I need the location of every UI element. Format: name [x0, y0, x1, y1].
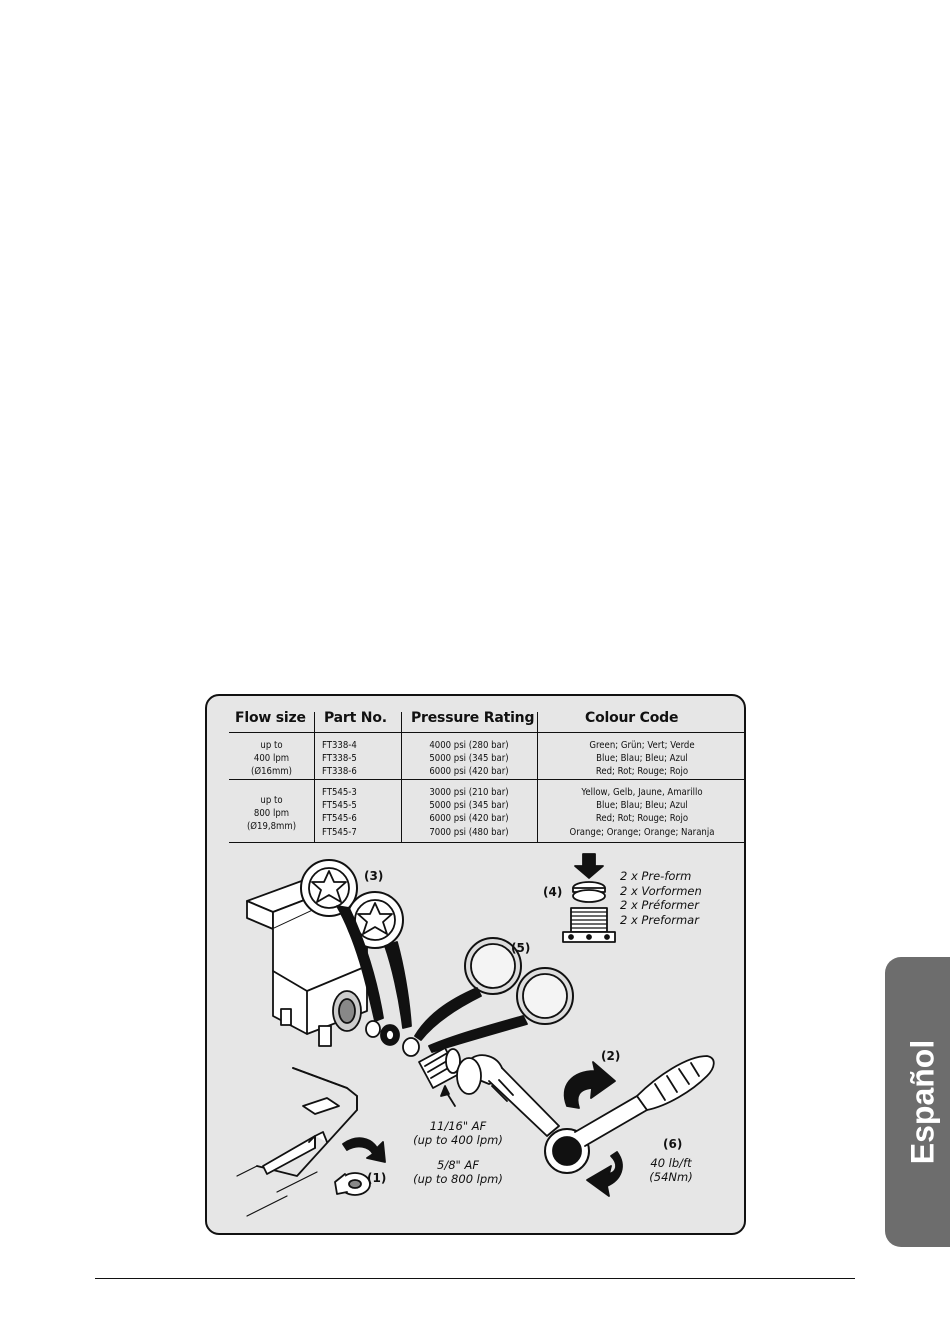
pointer-arrow	[441, 1086, 449, 1096]
torque-value	[641, 1156, 701, 1184]
spanner-size-line: 11/16" AF	[429, 1119, 487, 1133]
preform-line: 2 x Préformer	[620, 898, 699, 912]
pressure-line: 3000 psi (210 bar)	[429, 787, 509, 798]
pressure-line: 4000 psi (280 bar)	[429, 740, 509, 751]
step-label-6: (6)	[663, 1137, 683, 1151]
colour-line: Red; Rot; Rouge; Rojo	[595, 766, 689, 778]
preform-line: 2 x Preformar	[620, 912, 699, 927]
flow-line: (Ø19,8mm)	[246, 821, 297, 833]
colour-line: Green; Grün; Vert; Verde	[589, 740, 695, 751]
spanner-size-line: (up to 800 lpm)	[413, 1172, 503, 1186]
spanner-size-line: (up to 400 lpm)	[413, 1133, 503, 1147]
spanner-size-small	[403, 1119, 513, 1147]
part-line: FT338-6	[322, 766, 357, 778]
part-line: FT545-3	[322, 787, 357, 798]
step-label-5: (5)	[511, 941, 531, 955]
step-label-2: (2)	[601, 1049, 621, 1063]
flow-line: 400 lpm	[253, 753, 290, 765]
pressure-line: 6000 psi (420 bar)	[429, 766, 509, 778]
flow-line: 800 lpm	[253, 808, 290, 820]
colour-line: Orange; Orange; Orange; Naranja	[569, 826, 715, 838]
language-tab-label: Español	[904, 1039, 940, 1165]
pressure-line: 7000 psi (480 bar)	[429, 826, 509, 838]
part-line: FT545-5	[322, 800, 357, 812]
header-part-no: Part No.	[324, 710, 387, 726]
part-line: FT338-5	[322, 753, 357, 765]
spanner-size-line: 5/8" AF	[437, 1158, 479, 1172]
nozzle-parts-illustration	[366, 1021, 460, 1088]
spanner-size-large	[403, 1158, 513, 1186]
language-tab	[885, 957, 950, 1247]
pressure-line: 6000 psi (420 bar)	[429, 813, 509, 825]
part-line: FT545-7	[322, 826, 357, 838]
colour-line: Blue; Blau; Bleu; Azul	[596, 753, 688, 765]
gasket-disc-illustration	[415, 938, 573, 1052]
torque-line: 40 lb/ft	[650, 1156, 692, 1170]
flow-line: (Ø16mm)	[251, 766, 292, 778]
preform-line: 2 x Pre-form	[620, 869, 692, 883]
pressure-line: 5000 psi (345 bar)	[429, 753, 509, 765]
step-label-1: (1)	[367, 1171, 387, 1185]
flow-line: up to	[260, 795, 283, 806]
part-line: FT545-6	[322, 813, 357, 825]
step-label-4: (4)	[543, 885, 563, 899]
housing-illustration	[237, 1068, 385, 1216]
part-line: FT338-4	[322, 740, 357, 751]
colour-line: Yellow, Gelb, Jaune, Amarillo	[581, 787, 703, 798]
header-flow-size: Flow size	[235, 710, 306, 726]
colour-line: Red; Rot; Rouge; Rojo	[595, 813, 689, 825]
preform-line: 2 x Vorformen	[620, 883, 702, 898]
flow-line: up to	[260, 740, 283, 751]
installation-panel	[205, 694, 746, 1235]
torque-line: (54Nm)	[649, 1170, 693, 1184]
header-colour-code: Colour Code	[585, 710, 679, 726]
preform-illustration	[563, 854, 615, 942]
pressure-line: 5000 psi (345 bar)	[429, 800, 509, 812]
header-pressure-rating: Pressure Rating	[411, 710, 535, 726]
colour-line: Blue; Blau; Bleu; Azul	[596, 800, 688, 812]
step-label-3: (3)	[364, 869, 384, 883]
preform-legend	[620, 869, 702, 927]
footer-divider	[95, 1278, 855, 1279]
installation-illustration	[207, 696, 746, 1235]
